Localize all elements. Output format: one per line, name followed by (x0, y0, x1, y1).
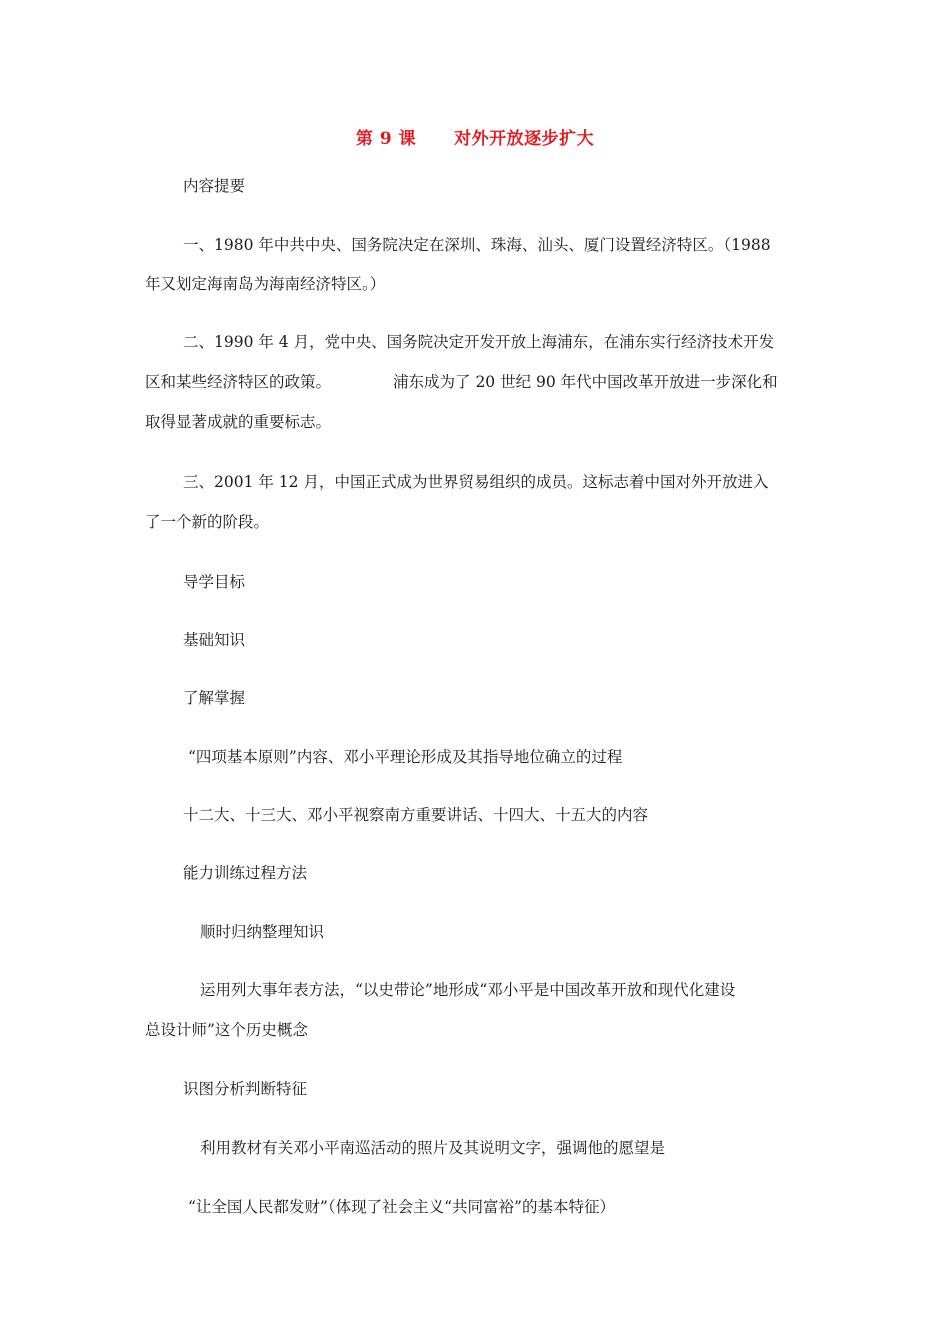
ability-sub-2-line-2: “让全国人民都发财”（体现了社会主义“共同富裕”的基本特征） (188, 1198, 615, 1216)
ability-sub-1-line-1: 运用列大事年表方法，“以史带论”地形成“邓小平是中国改革开放和现代化建设 (200, 981, 736, 999)
point-1-line-1: 一、1980 年中共中央、国务院决定在深圳、珠海、汕头、厦门设置经济特区。（1988 (183, 236, 771, 254)
ability-sub-1: 顺时归纳整理知识 (200, 923, 325, 941)
ability-sub-2-line-1: 利用教材有关邓小平南巡活动的照片及其说明文字，强调他的愿望是 (200, 1139, 666, 1157)
lesson-name: 对外开放逐步扩大 (454, 129, 595, 149)
point-1-line-2: 年又划定海南岛为海南经济特区。） (145, 275, 386, 293)
master-heading: 了解掌握 (183, 689, 246, 707)
summary-heading: 内容提要 (183, 177, 246, 195)
point-2-line-2b: 浦东成为了 20 世纪 90 年代中国改革开放进一步深化和 (393, 373, 778, 391)
ability-heading: 能力训练过程方法 (183, 864, 308, 882)
point-2-line-2 (145, 370, 810, 394)
point-3-line-2: 了一个新的阶段。 (145, 513, 270, 531)
point-2-line-2a: 区和某些经济特区的政策。 (145, 373, 332, 391)
ability-sub-2: 识图分析判断特征 (183, 1080, 308, 1098)
point-2-line-1: 二、1990 年 4 月，党中央、国务院决定开发开放上海浦东，在浦东实行经济技术开发 (183, 333, 775, 351)
point-3-line-1: 三、2001 年 12 月，中国正式成为世界贸易组织的成员。这标志着中国对外开放进入 (183, 473, 769, 491)
guide-heading: 导学目标 (183, 573, 246, 591)
master-item-1: “四项基本原则”内容、邓小平理论形成及其指导地位确立的过程 (188, 748, 623, 766)
master-item-2: 十二大、十三大、邓小平视察南方重要讲话、十四大、十五大的内容 (183, 806, 649, 824)
basic-knowledge: 基础知识 (183, 631, 246, 649)
ability-sub-1-line-2: 总设计师”这个历史概念 (145, 1021, 308, 1039)
lesson-title (0, 127, 950, 151)
lesson-number: 第 9 课 (355, 129, 417, 149)
point-2-line-3: 取得显著成就的重要标志。 (145, 413, 332, 431)
